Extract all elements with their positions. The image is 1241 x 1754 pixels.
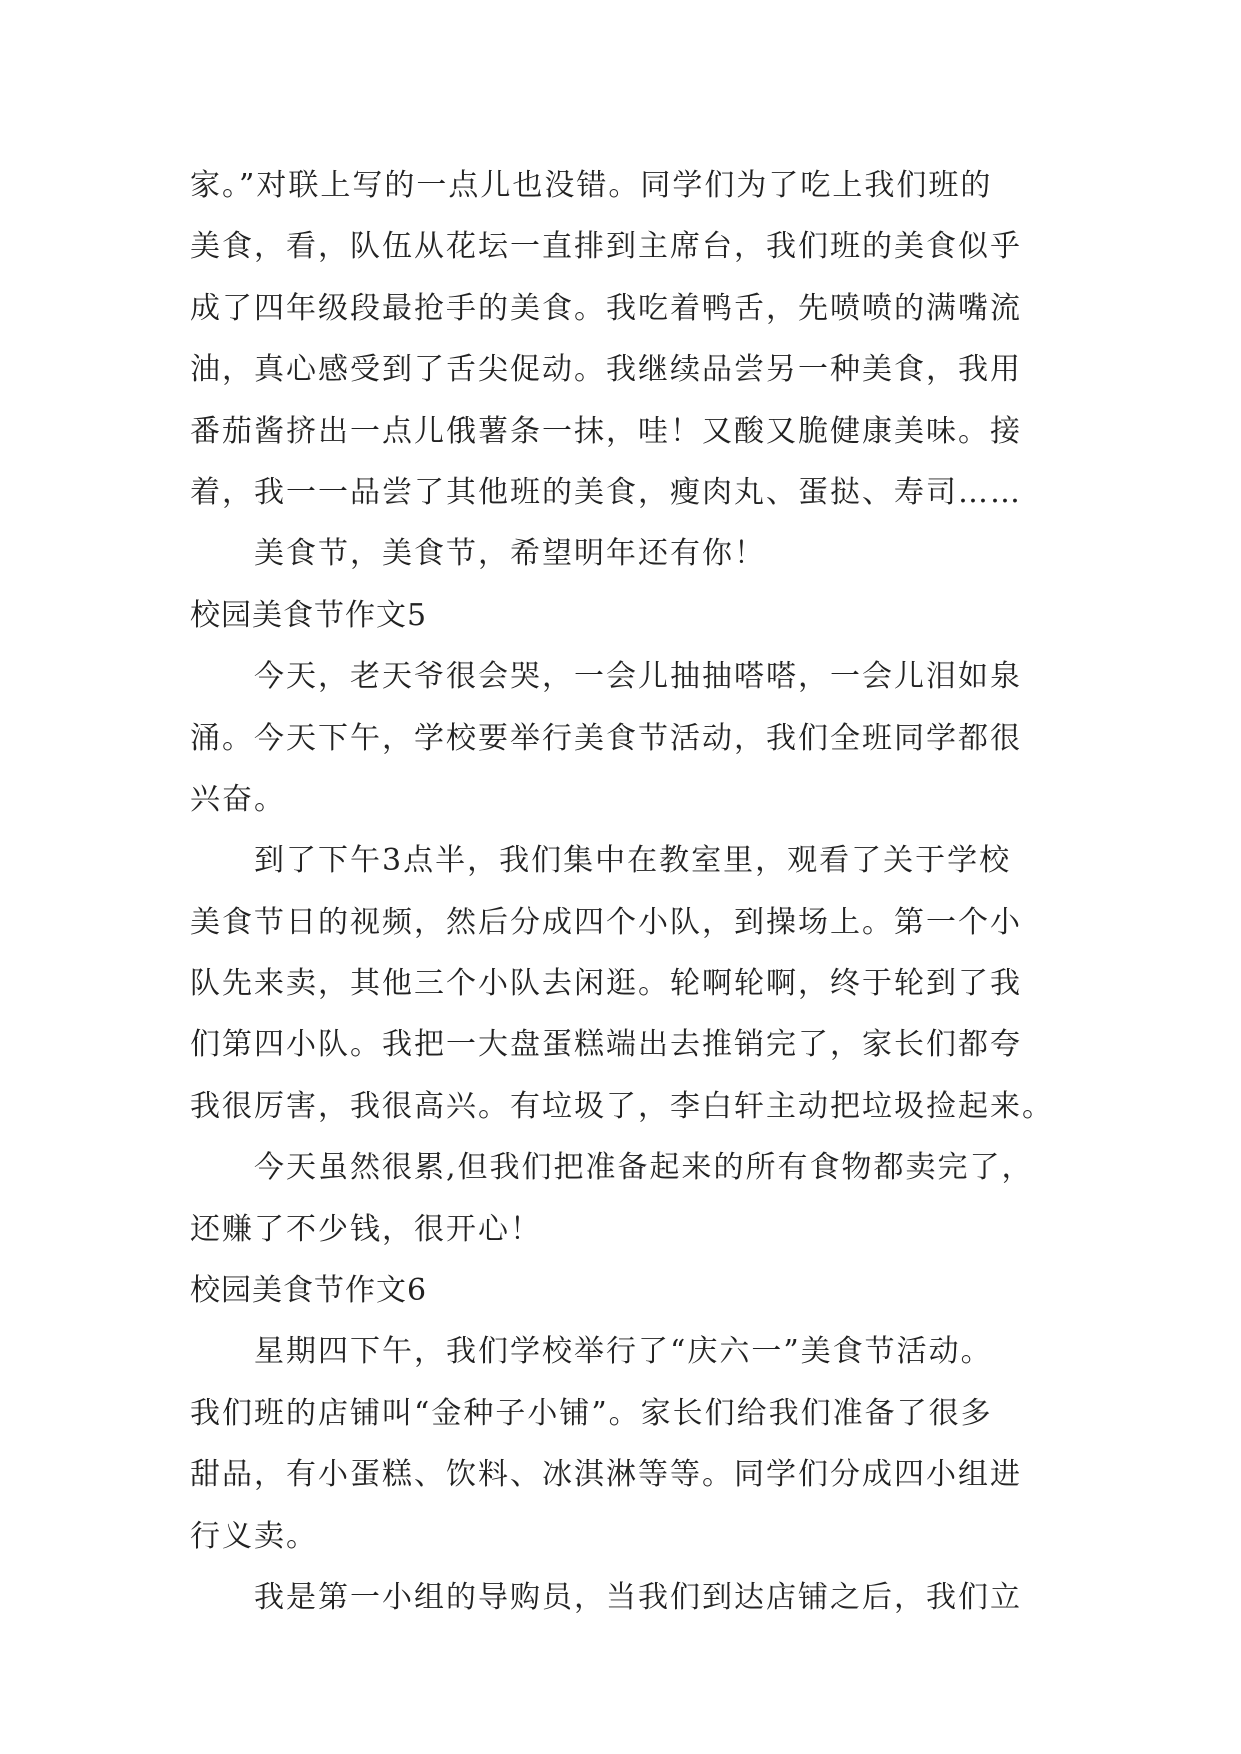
text-line: 美食节，美食节，希望明年还有你！ xyxy=(254,536,766,572)
text-line: 星期四下午，我们学校举行了“庆六一”美食节活动。 xyxy=(254,1334,993,1370)
text-line: 油，真心感受到了舌尖促动。我继续品尝另一种美食，我用 xyxy=(190,352,1022,388)
text-line: 到了下午3点半，我们集中在教室里，观看了关于学校 xyxy=(254,843,1012,879)
document-page xyxy=(190,155,1070,1628)
text-line: 番茄酱挤出一点儿俄薯条一抹，哇！又酸又脆健康美味。接 xyxy=(190,413,1022,449)
text-line: 涌。今天下午，学校要举行美食节活动，我们全班同学都很 xyxy=(190,720,1022,756)
text-line: 着，我一一品尝了其他班的美食，瘦肉丸、蛋挞、寿司…… xyxy=(190,474,1022,510)
section-heading: 校园美食节作文6 xyxy=(190,1273,428,1309)
text-line: 我们班的店铺叫“金种子小铺”。家长们给我们准备了很多 xyxy=(190,1395,993,1431)
text-line: 成了四年级段最抢手的美食。我吃着鸭舌，先喷喷的满嘴流 xyxy=(190,290,1022,326)
text-line: 今天虽然很累,但我们把准备起来的所有食物都卖完了， xyxy=(254,1150,1034,1186)
text-line: 甜品，有小蛋糕、饮料、冰淇淋等等。同学们分成四小组进 xyxy=(190,1457,1022,1493)
text-line: 兴奋。 xyxy=(190,781,286,817)
section-heading: 校园美食节作文5 xyxy=(190,597,428,633)
text-line: 美食，看，队伍从花坛一直排到主席台，我们班的美食似乎 xyxy=(190,229,1022,265)
text-line: 我很厉害，我很高兴。有垃圾了，李白轩主动把垃圾捡起来。 xyxy=(190,1088,1054,1124)
text-line: 我是第一小组的导购员，当我们到达店铺之后，我们立 xyxy=(254,1579,1022,1615)
text-line: 队先来卖，其他三个小队去闲逛。轮啊轮啊，终于轮到了我 xyxy=(190,966,1022,1002)
text-line: 们第四小队。我把一大盘蛋糕端出去推销完了，家长们都夸 xyxy=(190,1027,1022,1063)
text-line: 美食节日的视频，然后分成四个小队，到操场上。第一个小 xyxy=(190,904,1022,940)
text-line: 家。”对联上写的一点儿也没错。同学们为了吃上我们班的 xyxy=(190,168,993,203)
text-line: 今天，老天爷很会哭，一会儿抽抽嗒嗒，一会儿泪如泉 xyxy=(254,659,1022,695)
text-line: 行义卖。 xyxy=(190,1518,318,1554)
text-line: 还赚了不少钱，很开心！ xyxy=(190,1211,542,1247)
